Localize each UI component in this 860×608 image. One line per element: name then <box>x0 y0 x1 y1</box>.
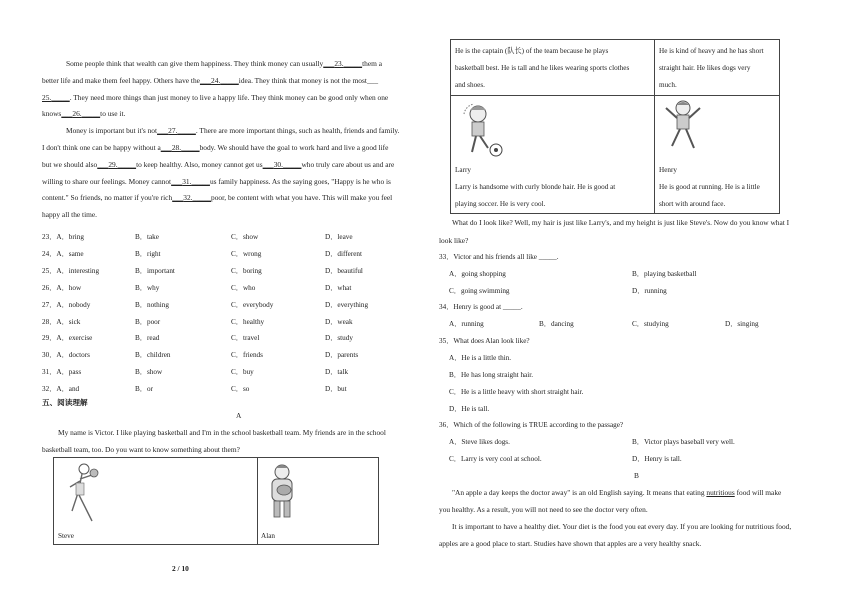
cloze-line: I don't think one can be happy without a___28._____body. We should have the goal to work hard and live a good life <box>42 142 389 152</box>
option-choice[interactable]: B．right <box>135 249 161 258</box>
question-stem: 34．Henry is good at _____. <box>439 303 523 311</box>
answer-option[interactable]: D．running <box>632 287 667 295</box>
answer-option[interactable]: C．studying <box>632 320 669 328</box>
option-choice[interactable]: B．why <box>135 283 160 292</box>
steve-caption: Steve <box>58 532 74 540</box>
option-choice[interactable]: D．but <box>325 385 347 394</box>
answer-option[interactable]: B．Victor plays baseball very well. <box>632 438 735 446</box>
option-choice[interactable]: C．wrong <box>231 249 262 258</box>
steve-basketball-image <box>62 461 102 525</box>
question-number: 32． <box>42 385 57 394</box>
alan-dog-image <box>262 462 302 522</box>
option-choice[interactable]: D．different <box>325 249 362 258</box>
cloze-line: knows___26._____to use it. <box>42 109 126 119</box>
option-with-number[interactable] <box>42 350 90 360</box>
option-choice[interactable]: C．travel <box>231 334 260 343</box>
option-choice[interactable]: B．children <box>135 351 171 360</box>
option-label: A．nobody <box>56 300 91 309</box>
option-choice[interactable]: D．what <box>325 283 352 292</box>
option-choice[interactable]: C．friends <box>231 351 263 360</box>
option-choice[interactable]: D．beautiful <box>325 266 363 275</box>
option-choice[interactable]: C．show <box>231 233 259 241</box>
question-number: 24． <box>42 249 57 258</box>
henry-name: Henry <box>659 166 677 174</box>
option-label: A．doctors <box>56 351 90 360</box>
answer-option[interactable]: D．Henry is tall. <box>632 455 682 463</box>
option-choice[interactable]: B．read <box>135 334 160 343</box>
cloze-line: Money is important but it's not___27._____. There are more important things, such as health, friends and family. <box>66 126 400 136</box>
henry-description: Henry He is good at running. He is a little short with around face. <box>659 162 760 213</box>
option-with-number[interactable] <box>42 266 99 276</box>
answer-option[interactable]: D．He is tall. <box>449 405 490 413</box>
option-choice[interactable]: B．take <box>135 233 159 241</box>
question-number: 29． <box>42 334 57 343</box>
alan-description: He is kind of heavy and he has short straight hair. He likes dogs very much. <box>659 47 764 89</box>
after-table-text: What do I look like? Well, my hair is just like Larry's, and my height is just like Steve's. Now do you know what I <box>452 218 790 227</box>
option-choice[interactable]: B．important <box>135 266 175 275</box>
passage-b-line: you healthy. As a result, you will not need to see the doctor very often. <box>439 505 648 514</box>
answer-option[interactable]: C．He is a little heavy with short straight hair. <box>449 388 584 396</box>
option-choice[interactable]: C．boring <box>231 266 262 275</box>
answer-option[interactable]: A．He is a little thin. <box>449 354 512 362</box>
option-label: A．sick <box>56 317 81 326</box>
option-choice[interactable]: D．everything <box>325 300 369 309</box>
passage-b-label: B <box>634 471 639 480</box>
larry-soccer-image <box>452 102 512 160</box>
question-number: 27． <box>42 300 57 309</box>
option-choice[interactable]: D．leave <box>325 233 353 241</box>
section-title: 五、阅读理解 <box>42 398 88 407</box>
larry-name: Larry <box>455 166 471 174</box>
passage-a-intro: My name is Victor. I like playing basketball and I'm in the school basketball team. My friends are in the school <box>58 428 386 437</box>
option-choice[interactable]: C．so <box>231 385 250 394</box>
passage-a-label: A <box>236 411 242 420</box>
option-with-number[interactable] <box>42 249 84 259</box>
option-label: A．exercise <box>56 334 93 343</box>
option-choice[interactable]: C．buy <box>231 368 254 377</box>
option-label: A．same <box>56 249 84 258</box>
larry-description: Larry Larry is handsome with curly blonde hair. He is good at playing soccer. He is very cool. <box>455 162 615 213</box>
answer-option[interactable]: A．going shopping <box>449 270 506 278</box>
alan-caption: Alan <box>261 532 275 540</box>
question-number: 28． <box>42 317 57 326</box>
answer-option[interactable]: B．playing basketball <box>632 270 697 278</box>
question-number: 26． <box>42 283 57 292</box>
passage-b-line: apples are a good place to start. Studies have shown that apples are a very healthy snack. <box>439 539 702 548</box>
answer-option[interactable]: B．dancing <box>539 320 574 328</box>
option-with-number[interactable] <box>42 232 84 242</box>
cloze-line: happy all the time. <box>42 210 98 220</box>
passage-a-intro: basketball team, too. Do you want to know something about them? <box>42 445 240 454</box>
answer-option[interactable]: A．Steve likes dogs. <box>449 438 510 446</box>
passage-b-line: "An apple a day keeps the doctor away" is an old English saying. It means that eating nutritious food will make <box>452 488 782 497</box>
cloze-line: 25._____. They need more things than just money to live a happy life. They think money can be good only when one <box>42 92 389 102</box>
option-label: A．how <box>56 283 82 292</box>
option-choice[interactable]: C．who <box>231 283 256 292</box>
option-choice[interactable]: C．healthy <box>231 317 265 326</box>
option-with-number[interactable] <box>42 367 81 377</box>
passage-b-line: It is important to have a healthy diet. Your diet is the food you eat every day. If you are looking for nutritious food, <box>452 522 792 531</box>
option-with-number[interactable] <box>42 333 92 343</box>
henry-running-image <box>658 98 708 158</box>
answer-option[interactable]: D．singing <box>725 320 759 328</box>
option-choice[interactable]: B．nothing <box>135 300 169 309</box>
option-choice[interactable]: D．parents <box>325 351 359 360</box>
option-label: A．interesting <box>56 266 100 275</box>
option-with-number[interactable] <box>42 384 79 394</box>
option-label: A．pass <box>56 368 82 377</box>
page-number: 2 / 10 <box>172 564 189 573</box>
option-choice[interactable]: D．weak <box>325 317 353 326</box>
cloze-passage <box>42 56 422 224</box>
question-number: 23． <box>42 233 57 241</box>
question-stem: 36．Which of the following is TRUE according to the passage? <box>439 421 624 429</box>
question-stem: 33．Victor and his friends all like _____. <box>439 253 559 261</box>
cloze-line: Some people think that wealth can give them happiness. They think money can usually___23._____them a <box>66 59 382 68</box>
answer-option[interactable]: C．Larry is very cool at school. <box>449 455 542 463</box>
option-choice[interactable]: B．or <box>135 385 153 394</box>
after-table-text: look like? <box>439 236 469 245</box>
question-number: 25． <box>42 266 57 275</box>
option-with-number[interactable] <box>42 283 81 293</box>
answer-option[interactable]: B．He has long straight hair. <box>449 371 534 379</box>
cloze-line: but we should also___29._____to keep healthy. Also, money cannot get us___30._____who truly care about us and are <box>42 159 395 169</box>
option-choice[interactable]: D．talk <box>325 368 349 377</box>
option-choice[interactable]: B．show <box>135 368 163 377</box>
answer-option[interactable]: A．running <box>449 320 484 328</box>
option-with-number[interactable] <box>42 300 90 310</box>
option-choice[interactable]: B．poor <box>135 317 161 326</box>
question-number: 31． <box>42 368 57 377</box>
option-choice[interactable]: C．everybody <box>231 300 274 309</box>
cloze-line: better life and make them feel happy. Others have the___24._____idea. They think that money is not the most___ <box>42 75 379 85</box>
option-label: A．and <box>56 385 80 394</box>
answer-option[interactable]: C．going swimming <box>449 287 510 295</box>
cloze-line: content." So friends, no matter if you're rich___32._____poor, be content with what you have. This will make you feel <box>42 193 393 203</box>
option-label: A．bring <box>56 233 84 241</box>
question-stem: 35．What does Alan look like? <box>439 337 530 345</box>
option-choice[interactable]: D．study <box>325 334 353 343</box>
option-with-number[interactable] <box>42 317 80 327</box>
question-number: 30． <box>42 351 57 360</box>
cloze-line: willing to share our feelings. Money cannot___31._____us family happiness. As the saying goes, "Happy is he who is <box>42 176 391 186</box>
steve-description: He is the captain (队长) of the team because he plays basketball best. He is tall and he likes wearing sports clothes and shoes. <box>455 47 630 89</box>
